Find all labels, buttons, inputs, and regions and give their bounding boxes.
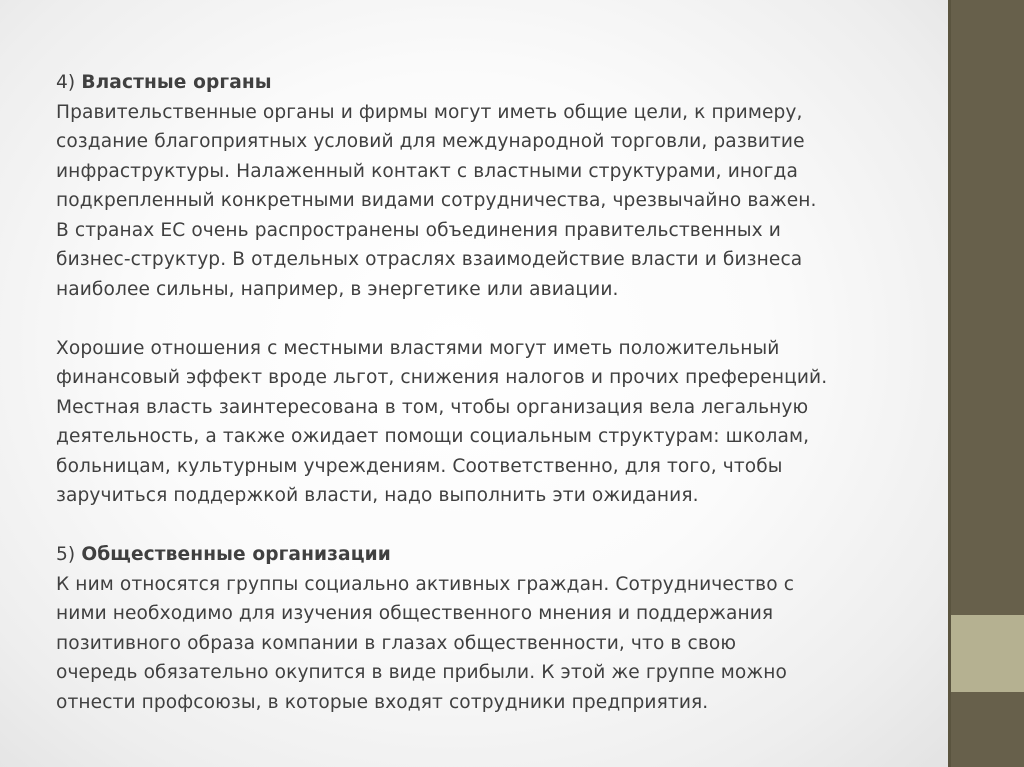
section-4-line: Правительственные органы и фирмы могут иметь общие цели, к примеру, (56, 101, 803, 123)
section-5-heading (56, 540, 916, 570)
section-5-line: очередь обязательно окупится в виде прибыли. К этой же группе можно (56, 662, 787, 683)
section-4-line: В странах ЕС очень распространены объединения правительственных и (56, 219, 781, 241)
section-4-line: наиболее сильны, например, в энергетике или авиации. (56, 278, 619, 300)
paragraph-2-line: заручиться поддержкой власти, надо выполнить эти ожидания. (56, 485, 699, 506)
section-5-title: Общественные организации (81, 544, 391, 565)
section-5-number: 5) (56, 544, 76, 565)
paragraph-gap (56, 511, 916, 541)
section-4-heading (56, 68, 916, 98)
sidebar-accent-block (951, 615, 1024, 692)
section-4-line: создание благоприятных условий для международной торговли, развитие (56, 131, 805, 152)
section-4-line: подкрепленный конкретными видами сотрудничества, чрезвычайно важен. (56, 190, 817, 211)
paragraph-2-line: деятельность, а также ожидает помощи социальным структурам: школам, (56, 426, 810, 447)
slide-text-body (56, 68, 916, 717)
section-5-line: К ним относятся группы социально активных граждан. Сотрудничество с (56, 573, 795, 595)
section-5-line: ними необходимо для изучения общественного мнения и поддержания (56, 603, 774, 624)
section-4-title: Властные органы (81, 72, 272, 93)
paragraph-2-line: больницам, культурным учреждениям. Соответственно, для того, чтобы (56, 455, 783, 477)
paragraph-2-line: Местная власть заинтересована в том, чтобы организация вела легальную (56, 396, 809, 418)
paragraph-2-line: финансовый эффект вроде льгот, снижения налогов и прочих преференций. (56, 367, 828, 388)
paragraph-gap (56, 304, 916, 334)
section-4-number: 4) (56, 72, 76, 93)
section-5-line: позитивного образа компании в глазах общественности, что в свою (56, 632, 737, 654)
section-4-line: инфраструктуры. Налаженный контакт с властными структурами, иногда (56, 160, 798, 182)
section-4-line: бизнес-структур. В отдельных отраслях взаимодействие власти и бизнеса (56, 249, 803, 270)
section-5-line: отнести профсоюзы, в которые входят сотрудники предприятия. (56, 691, 709, 713)
paragraph-2-line: Хорошие отношения с местными властями могут иметь положительный (56, 337, 780, 359)
